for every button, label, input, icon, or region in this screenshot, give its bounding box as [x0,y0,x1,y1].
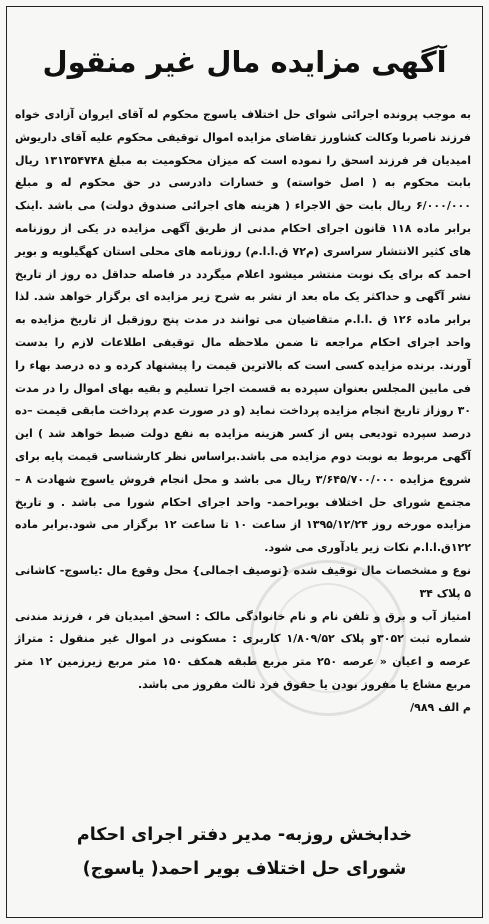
notice-title: آگهی مزایده مال غیر منقول [42,45,447,79]
notice-signature [10,818,479,886]
signature-line-1: خدابخش روزبه- مدیر دفتر اجرای احکام [76,825,413,845]
notice-paragraph-property: نوع و مشخصات مال توقیف شده {توصیف اجمالی} محل وقوع مال :یاسوج- کاشانی ۵ پلاک ۳۴ [15,563,471,600]
signature-line-2: شورای حل اختلاف بویر احمد( یاسوج) [82,859,407,879]
notice-paragraph-main: به موجب پرونده اجرائی شوای حل اختلاف یاسوج محکوم له آقای ایروان آزادی خواه فرزند ناصربا وکالت کشاورز تقاضای مزایده اموال توقیفی محکوم علیه آقای داریوش امیدیان فر فرزند اسحق را نموده است که میزان محکومیت به مبلغ ۱۳۱۳۵۴۷۴۸ ریال بابت محکوم به ( اصل خواسته) و خسارات دادرسی در حق محکوم له و مبلغ ۶/۰۰۰/۰۰۰ ریال بابت حق الاجراء ( هزینه های اجرائی صندوق دولت) می باشد .اینک برابر ماده ۱۱۸ قانون اجرای احکام مدنی از طریق آگهی مزایده در یکی از روزنامه های کثیر الانتشار سراسری (م۷۲ ق.ا.ا.م) روزنامه های محلی استان کهگیلویه و بویر احمد که برای یک نوبت منتشر میشود اعلام میگردد در فاصله حداقل ده روز از تاریخ نشر آگهی و حداکثر یک ماه بعد از نشر به شرح زیر مزایده ای برگزار خواهد شد. لذا برابر ماده ۱۲۶ ق .ا.ا.م متقاضیان می توانند در مدت پنج روزقبل از تاریخ مزایده به واحد اجرای احکام مراجعه تا ضمن ملاحظه مال توقیفی اطلاعات لازم را بدست آورند. برنده مزایده کسی است که بالاترین قیمت را پیشنهاد کرده و ده درصد بهاء را فی مابین المجلس بعنوان سپرده به قسمت اجرا تسلیم و بقیه بهای اموال را در مدت ۳۰ روزاز تاریخ انجام مزایده پرداخت نماید (و در صورت عدم پرداخت مابقی قیمت –ده درصد سپرده تودیعی پس از کسر هزینه مزایده به نفع دولت ضبط خواهد شد ) این آگهی مربوط به نوبت دوم مزایده می باشد.براساس نظر کارشناسی قیمت پایه برای شروع مزایده ۳/۶۴۵/۷۰۰/۰۰۰ ریال می باشد و محل انجام فروش یاسوج شهادت ۸ – مجتمع شورای حل اختلاف بویراحمد- واحد اجرای احکام شورا می باشد . و تاریخ مزایده مورخه روز ۱۳۹۵/۱۲/۲۴ از ساعت ۱۰ تا ساعت ۱۲ برگزار می شود.برابر ماده ۱۲۲ق.ا.ا.م نکات زیر یادآوری می شود. [15,108,472,555]
notice-paragraph-owner: امتیاز آب و برق و تلفن نام و نام خانوادگی مالک : اسحق امیدیان فر ، فرزند مندنی شماره ثبت ۳۰۵۲و پلاک ۱/۸۰۹/۵۲ کاربری : مسکونی در اموال غیر منقول : متراژ عرصه و اعیان « عرصه ۲۵۰ متر مربع طبقه همکف ۱۵۰ متر مربع زیرزمین ۱۲ متر مربع مشاع یا مفروز بودن یا حقوق فرد ثالث مفروز می باشد. [15,609,471,691]
notice-body [15,104,471,720]
notice-code: م الف ۹۸۹/ [410,700,471,714]
